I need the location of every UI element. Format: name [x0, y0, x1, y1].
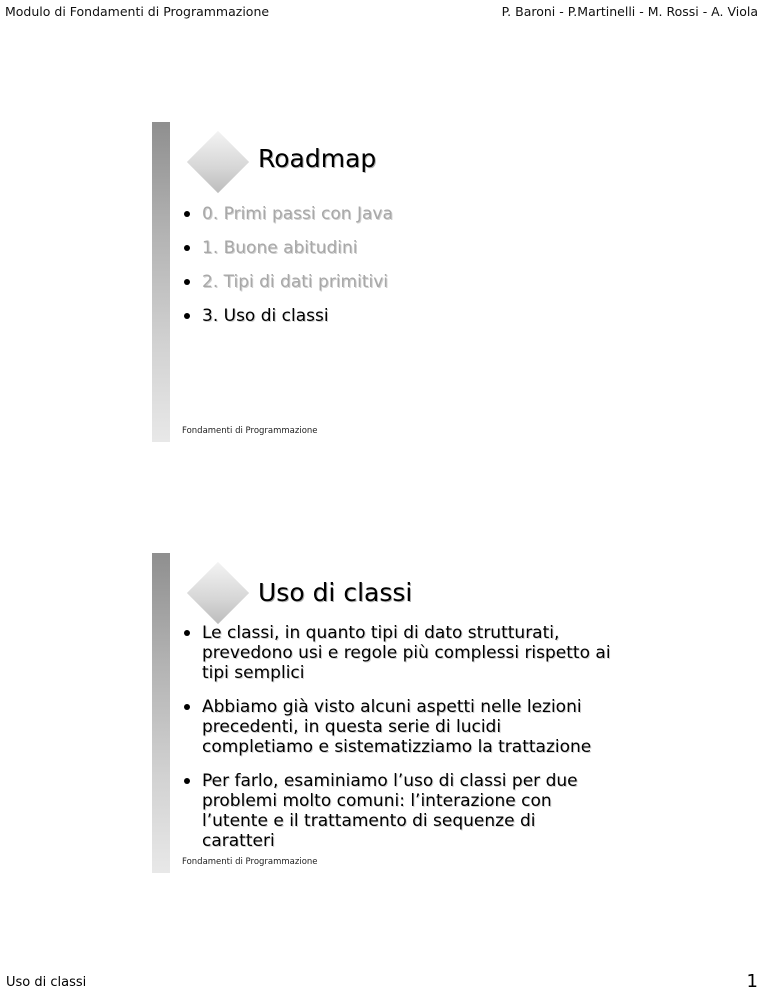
list-item: Abbiamo già visto alcuni aspetti nelle lezioni precedenti, in questa serie di lucidi completiamo e sistematizziamo la trattazione: [182, 697, 612, 757]
slide-roadmap: [152, 122, 622, 442]
slide-title: Uso di classi: [258, 578, 413, 607]
page-header-left: Modulo di Fondamenti di Programmazione: [5, 4, 270, 19]
slide-title: Roadmap: [258, 144, 377, 173]
bullet-list: [182, 623, 612, 865]
diamond-icon: [187, 131, 249, 193]
diamond-icon: [187, 562, 249, 624]
slide-side-bar: [152, 553, 170, 873]
page-footer-left: Uso di classi: [6, 975, 87, 990]
page-header-right: P. Baroni - P.Martinelli - M. Rossi - A. Viola: [501, 4, 758, 19]
bullet-list: [182, 204, 612, 340]
list-item: Per farlo, esaminiamo l’uso di classi per due problemi molto comuni: l’interazione con l’utente e il trattamento di sequenze di caratteri: [182, 771, 612, 851]
list-item: Le classi, in quanto tipi di dato strutturati, prevedono usi e regole più complessi rispetto ai tipi semplici: [182, 623, 612, 683]
slide-footer: Fondamenti di Programmazione: [182, 426, 318, 436]
slide-footer: Fondamenti di Programmazione: [182, 857, 318, 867]
list-item: 1. Buone abitudini: [182, 238, 612, 258]
slide-side-bar: [152, 122, 170, 442]
page-number: 1: [746, 971, 758, 992]
slide-uso-di-classi: [152, 553, 622, 873]
list-item-current: 3. Uso di classi: [182, 306, 612, 326]
list-item: 0. Primi passi con Java: [182, 204, 612, 224]
list-item: 2. Tipi di dati primitivi: [182, 272, 612, 292]
